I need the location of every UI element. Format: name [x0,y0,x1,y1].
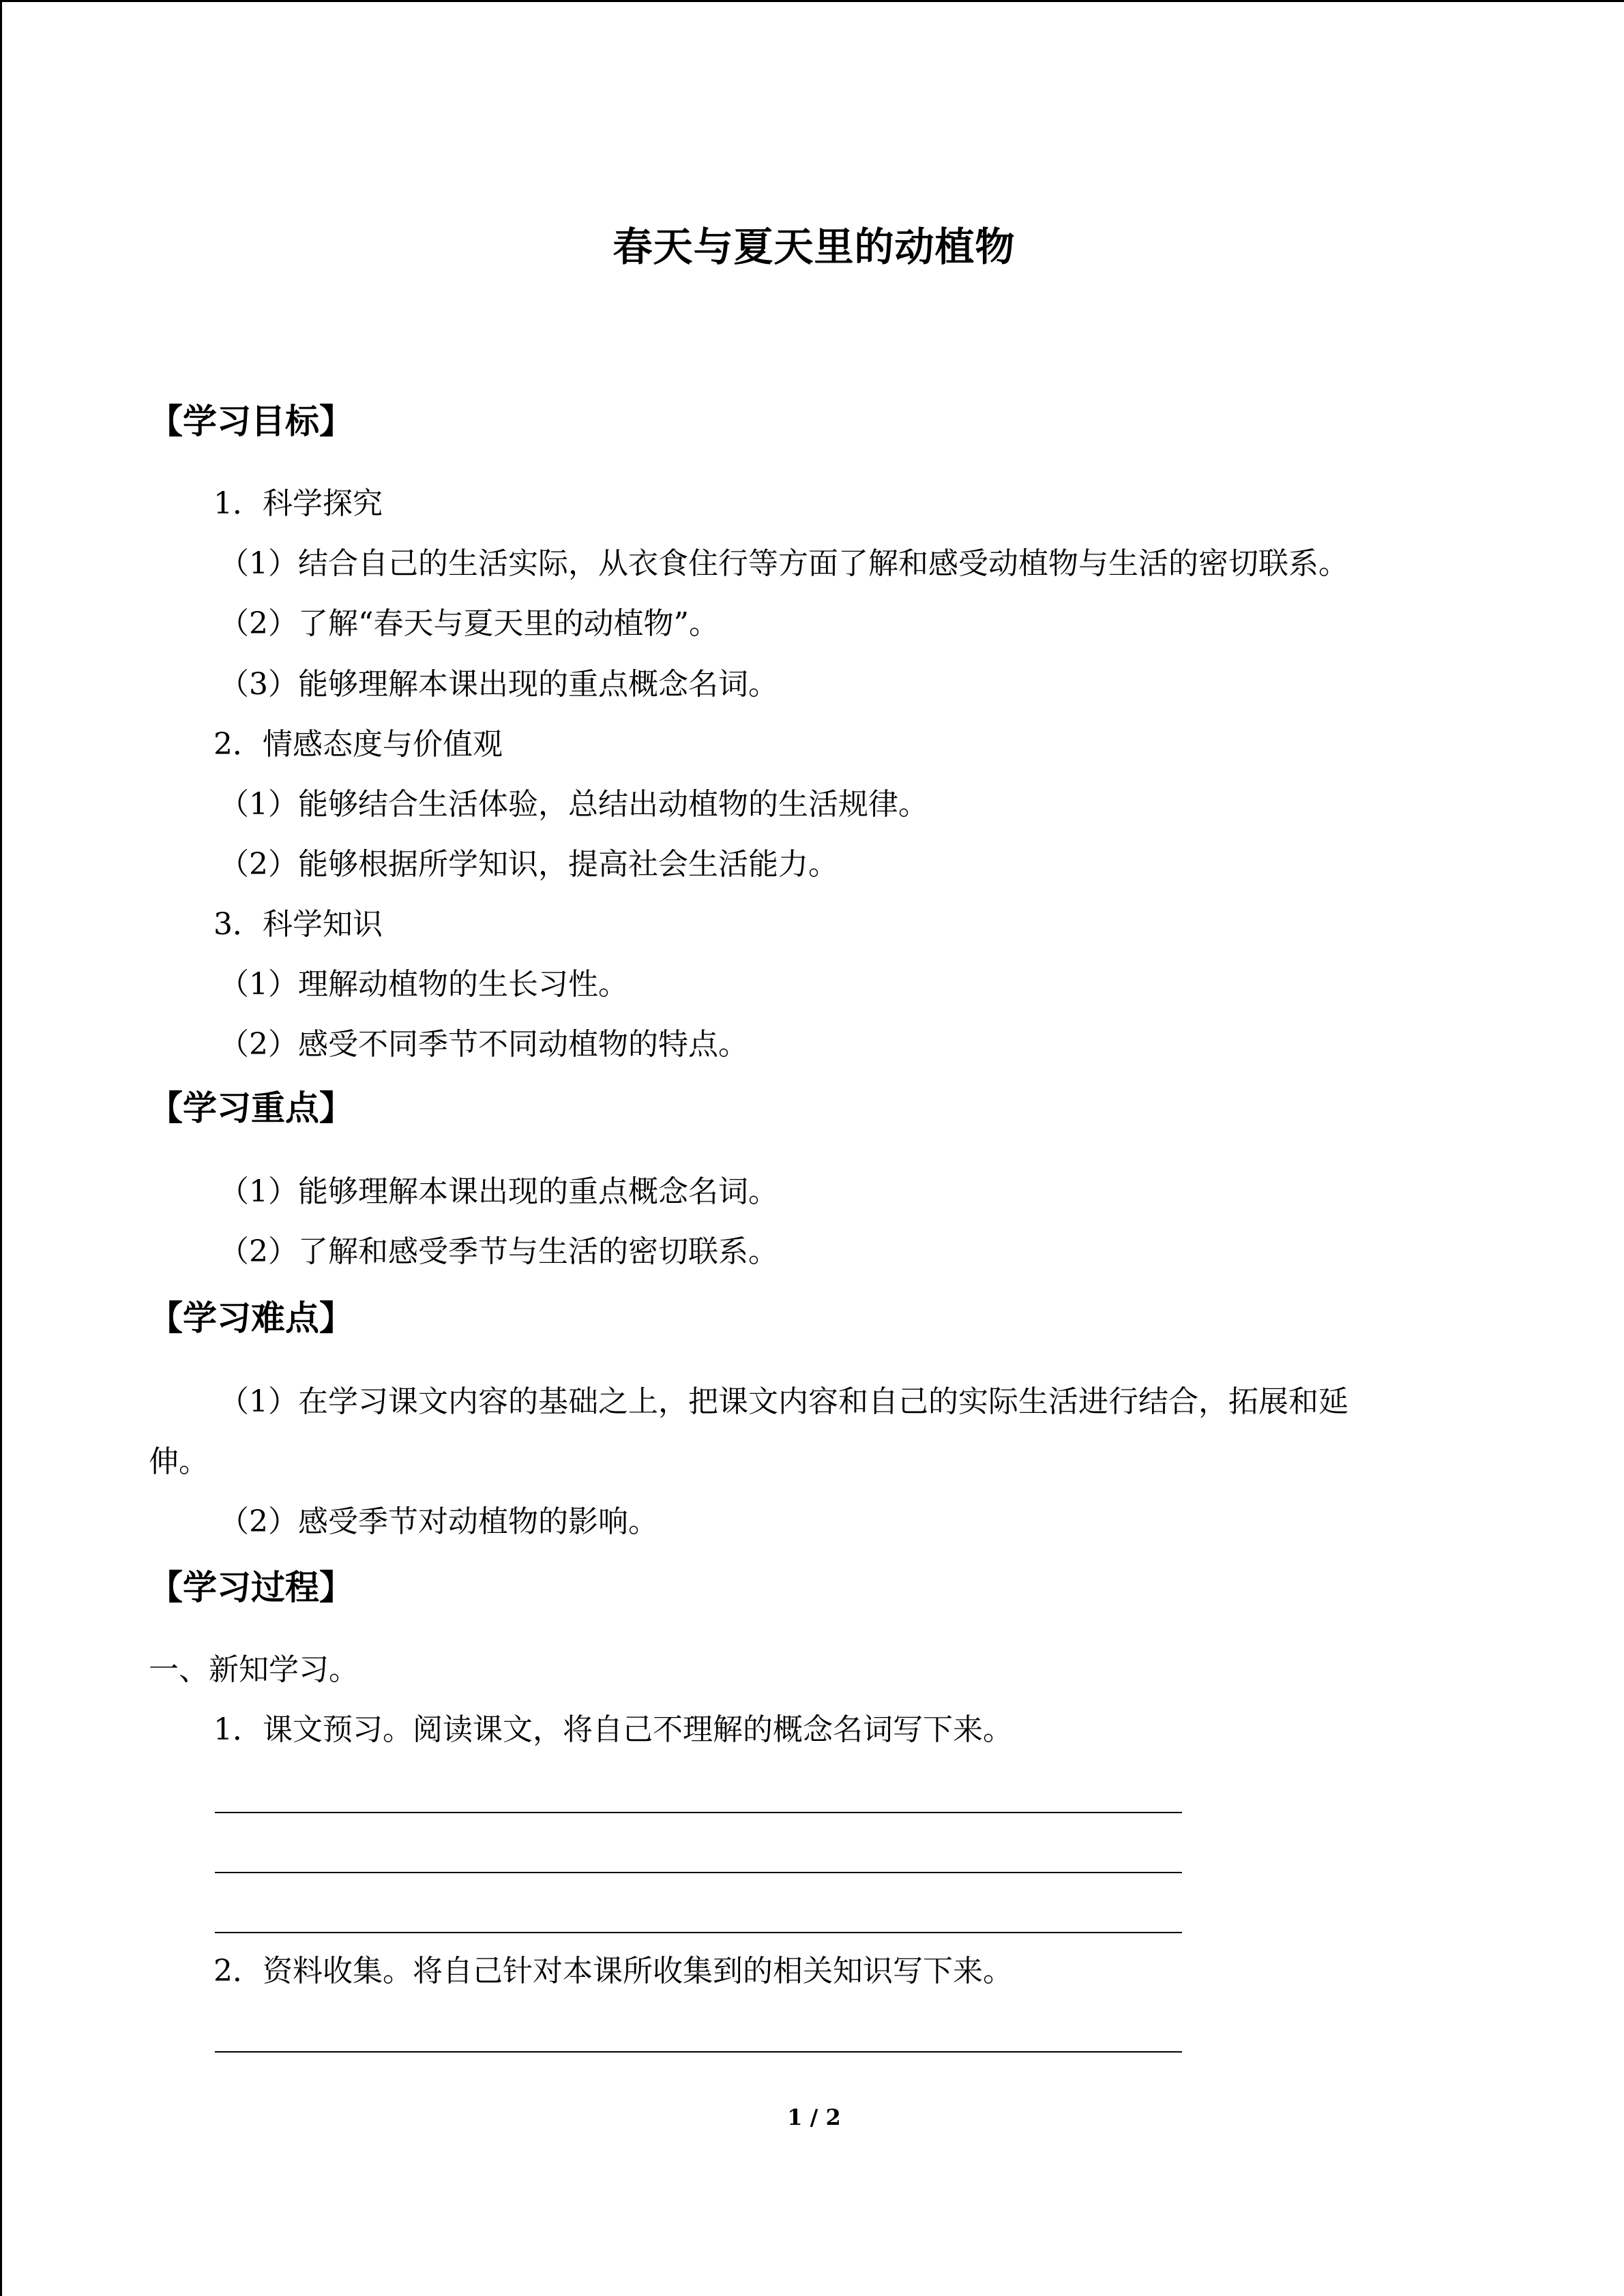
objective-group-2: 2．情感态度与价值观 [213,727,503,762]
process-task-2: 2．资料收集。将自己针对本课所收集到的相关知识写下来。 [213,1954,1013,1988]
page-number: 1 / 2 [787,2104,841,2130]
heading-key-points: 【学习重点】 [149,1088,353,1128]
objective-group-3: 3．科学知识 [213,907,383,942]
difficulty-item-continued: 伸。 [149,1444,209,1479]
objective-item: （1）结合自己的生活实际，从衣食住行等方面了解和感受动植物与生活的密切联系。 [219,546,1348,581]
answer-line[interactable] [215,1812,1182,1813]
difficulty-item: （1）在学习课文内容的基础之上，把课文内容和自己的实际生活进行结合，拓展和延 [219,1384,1348,1419]
objective-item: （2）感受不同季节不同动植物的特点。 [219,1027,748,1062]
page-title: 春天与夏天里的动植物 [612,224,1016,270]
answer-line[interactable] [215,1872,1182,1873]
answer-line[interactable] [215,2051,1182,2053]
objective-item: （2）了解“春天与夏天里的动植物”。 [219,606,719,641]
heading-objectives: 【学习目标】 [149,402,353,441]
objective-item: （1）理解动植物的生长习性。 [219,967,628,1002]
answer-line[interactable] [215,1932,1182,1933]
objective-item: （3）能够理解本课出现的重点概念名词。 [219,667,778,702]
objective-group-1: 1．科学探究 [213,486,383,521]
objective-item: （2）能够根据所学知识，提高社会生活能力。 [219,847,838,882]
process-part-1: 一、新知学习。 [149,1652,359,1687]
key-point-item: （1）能够理解本课出现的重点概念名词。 [219,1174,778,1209]
process-task-1: 1．课文预习。阅读课文，将自己不理解的概念名词写下来。 [213,1712,1013,1747]
heading-process: 【学习过程】 [149,1568,353,1607]
difficulty-item: （2）感受季节对动植物的影响。 [219,1504,658,1539]
objective-item: （1）能够结合生活体验，总结出动植物的生活规律。 [219,787,928,822]
heading-difficulties: 【学习难点】 [149,1298,353,1338]
key-point-item: （2）了解和感受季节与生活的密切联系。 [219,1234,778,1269]
